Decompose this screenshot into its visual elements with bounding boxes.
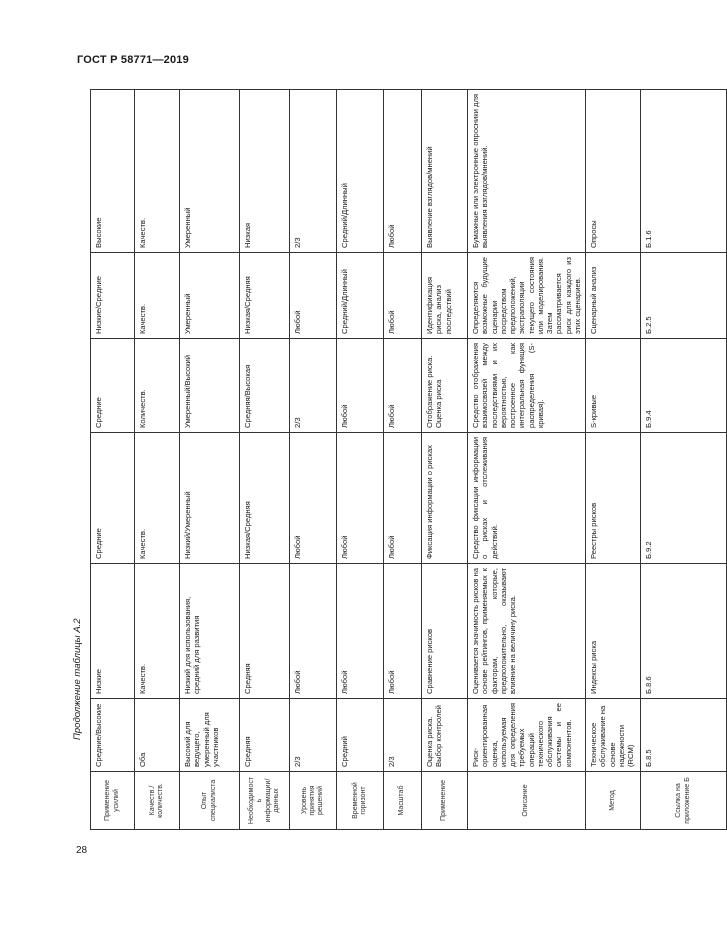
table-cell: Риск-ориентированная оценка, используемая для определения требуемых операций технического обслуживания системы и ее компонентов. [468,699,586,772]
table-cell: Любой [384,564,422,699]
table-cell: Качеств. [135,433,180,564]
table-cell: Идентификация риска, анализ последствий [422,253,468,339]
column-header: Применение [422,772,468,830]
table-cell: Сценарный анализ [586,253,641,339]
table-cell: Средняя/Высокая [240,339,290,433]
table-cell: Б.2.5 [641,253,727,339]
table-cell: Бумажные или электронные опросники для выявления взглядов/мнений. [468,90,586,253]
table-cell: Оба [135,699,180,772]
table-cell: Умеренный [180,90,240,253]
table-cell: Сравнение рисков [422,564,468,699]
table-cell: Любой [337,433,384,564]
table-cell: Низкий для использования, средний для развития [180,564,240,699]
table-cell: Средняя [240,564,290,699]
table-cell: Любой [290,253,337,339]
table-cell: Б.1.6 [641,90,727,253]
field-row [641,0,727,830]
column-header: Описание [468,772,586,830]
column-header: Метод [586,772,641,830]
page-number: 28 [76,845,88,856]
table-cell: Средние/Высокие [91,699,135,772]
table-cell: S-кривые [586,339,641,433]
table-cell: 2/3 [290,699,337,772]
column-header: Необходимость информации/данных [240,772,290,830]
field-row [468,0,586,830]
rotated-table-container [90,90,691,830]
table-cell: Средство отображения взаимосвязей между последствиями и их вероятностью, построенное как интегральная функция распределения (S-кривая). [468,339,586,433]
field-row [422,0,468,830]
table-cell: 2/3 [384,699,422,772]
table-cell: Низкий/Умеренный [180,433,240,564]
column-header: Масштаб [384,772,422,830]
column-header: Опыт специалиста [180,772,240,830]
field-row [240,0,290,830]
field-row [91,0,135,830]
document-header: ГОСТ Р 58771—2019 [77,54,189,66]
field-row [180,0,240,830]
field-row [135,0,180,830]
field-row [586,0,641,830]
table-cell: Качеств. [135,253,180,339]
table-cell: Средние [91,339,135,433]
table-cell: Средняя [240,699,290,772]
table-cell: Любой [384,253,422,339]
table-caption: Продолжение таблицы А.2 [72,618,83,740]
table-cell: Средние [91,433,135,564]
table-cell: Средний [337,699,384,772]
table-cell: Количеств. [135,339,180,433]
column-header: Ссылка на приложение Б [641,772,727,830]
table-cell: Б.8.6 [641,564,727,699]
table-cell: Низкие/Средние [91,253,135,339]
table-cell: Высокий для ведущего, умеренный для участников [180,699,240,772]
table-cell: Высокие [91,90,135,253]
table-cell: Любой [290,564,337,699]
table-cell: Реестры рисков [586,433,641,564]
table-cell: Умеренный [180,253,240,339]
column-header: Временной горизонт [337,772,384,830]
table-cell: Низкая/Средняя [240,433,290,564]
table-cell: Любой [337,339,384,433]
table-cell: Опросы [586,90,641,253]
table-cell: Выявление взглядов/мнений [422,90,468,253]
table-cell: Определяются возможные будущие сценарии посредством предположений, экстраполяции текущего состояния или моделирования. Затем рассматривается риск для каждого из этих сценариев. [468,253,586,339]
field-row [290,0,337,830]
table-cell: Техническое обслуживание на основе надежности (RCM) [586,699,641,772]
table-cell: Низкие [91,564,135,699]
column-header: Уровень принятия решений [290,772,337,830]
field-row [337,0,384,830]
field-row [384,0,422,830]
table-cell: Низкая [240,90,290,253]
table-cell: Индексы риска [586,564,641,699]
table-cell: Низкая/Средняя [240,253,290,339]
table-cell: Умеренный/Высокий [180,339,240,433]
table-cell: Средний/Длинный [337,253,384,339]
table-cell: Качеств. [135,564,180,699]
table-cell: Любой [384,433,422,564]
table-cell: Средство фиксации информации о рисках и отслеживания действий. [468,433,586,564]
table-cell: Средний/Длинный [337,90,384,253]
table-cell: Отображение риска. Оценка риска [422,339,468,433]
table-cell: Фиксация информации о рисках [422,433,468,564]
table-cell: Б.9.4 [641,339,727,433]
table-cell: Любой [290,433,337,564]
table-cell: 2/3 [290,339,337,433]
table-cell: Любой [384,339,422,433]
table-cell: 2/3 [290,90,337,253]
column-header: Применение усилий [91,772,135,830]
table-cell: Б.9.2 [641,433,727,564]
table-cell: Оценивается значимость рисков на основе рейтингов, применяемых к факторам, которые, предположительно, оказывают влияние на величину риска. [468,564,586,699]
column-header: Качеств./количеств. [135,772,180,830]
table-cell: Любой [337,564,384,699]
methods-table [90,0,727,830]
table-cell: Оценка риска. Выбор контролей [422,699,468,772]
table-cell: Качеств. [135,90,180,253]
table-cell: Б.8.5 [641,699,727,772]
table-cell: Любой [384,90,422,253]
